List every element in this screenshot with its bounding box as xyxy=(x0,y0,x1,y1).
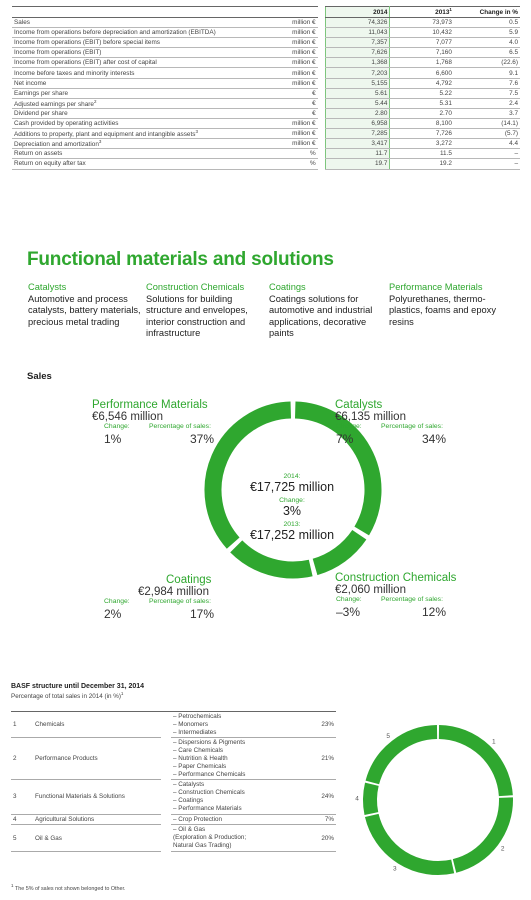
segment-gap xyxy=(161,814,171,825)
division-item: – Dispersions & Pigments xyxy=(173,739,246,747)
structure-ring-label-4: 4 xyxy=(355,795,359,803)
division-item: – Nutrition & Health xyxy=(173,754,228,762)
segment-number: 3 xyxy=(11,780,33,814)
segment-name: Coatings xyxy=(166,574,212,586)
segment-name: Performance Products xyxy=(33,738,161,780)
segment-gap xyxy=(161,738,171,780)
division-item: – Monomers xyxy=(173,720,208,728)
row-unit: € xyxy=(266,98,318,108)
center-2013-value: €17,252 million xyxy=(249,528,335,542)
row-value-2014: 3,417 xyxy=(326,139,390,149)
segment-gap xyxy=(161,712,171,738)
segment-label-performance-materials xyxy=(92,399,232,451)
row-label-text: Dividend per share xyxy=(14,109,68,117)
structure-table-body xyxy=(11,712,336,852)
segment-amount: €6,135 million xyxy=(335,411,406,423)
row-label-text: Income from operations (EBIT) xyxy=(14,49,102,57)
segment-percentage: 7% xyxy=(301,814,336,825)
row-unit: € xyxy=(266,108,318,118)
center-change-value: 3% xyxy=(282,504,302,518)
row-unit: million € xyxy=(266,118,318,128)
row-unit: million € xyxy=(266,28,318,38)
footnote-text: The 5% of sales not shown belonged to Other. xyxy=(14,885,126,892)
division-item: – Performance Materials xyxy=(173,804,242,812)
row-value-2013: 11.5 xyxy=(390,149,454,159)
segment-percentage: 23% xyxy=(301,712,336,738)
share-label: Percentage of sales: xyxy=(381,423,443,430)
division-item: Natural Gas Trading) xyxy=(173,841,232,849)
center-2013-label: 2013: xyxy=(283,521,301,528)
row-label-note: 2 xyxy=(93,98,97,104)
row-change: 2.4 xyxy=(454,98,520,108)
row-value-2013: 7,726 xyxy=(390,129,454,139)
segment-amount: €2,060 million xyxy=(335,584,406,596)
division-description: Automotive and process catalysts, battery materials, precious metal trading xyxy=(28,293,141,327)
share-value: 12% xyxy=(422,605,447,619)
structure-ring-segment-4 xyxy=(370,784,372,813)
segment-divisions xyxy=(171,738,301,780)
row-label-text: Income from operations (EBIT) after cost of capital xyxy=(14,59,157,67)
segment-stats xyxy=(92,423,232,451)
center-2014-label: 2014: xyxy=(283,473,301,480)
segment-percentage: 20% xyxy=(301,825,336,851)
structure-ring-label-2: 2 xyxy=(500,845,505,853)
segment-number: 2 xyxy=(11,738,33,780)
row-value-2013: 1,768 xyxy=(390,58,454,68)
row-value-2013: 5.31 xyxy=(390,98,454,108)
row-label-text: Return on equity after tax xyxy=(14,160,86,168)
structure-subtitle-text: Percentage of total sales in 2014 (in %) xyxy=(11,693,121,701)
segment-stats xyxy=(92,598,232,626)
division-item: – Care Chemicals xyxy=(173,747,224,755)
row-unit: million € xyxy=(266,129,318,139)
row-value-2013: 10,432 xyxy=(390,28,454,38)
row-change: 5.9 xyxy=(454,28,520,38)
row-value-2014: 11,043 xyxy=(326,28,390,38)
change-value: 2% xyxy=(104,607,122,621)
row-change: (5.7) xyxy=(454,129,520,139)
center-2014-value: €17,725 million xyxy=(249,480,335,494)
row-label-text: Depreciation and amortization xyxy=(14,141,99,149)
segment-name: Chemicals xyxy=(33,712,161,738)
row-value-2014: 7,285 xyxy=(326,129,390,139)
row-label-note: 3 xyxy=(98,139,102,145)
segment-label-construction-chemicals xyxy=(335,572,495,624)
row-value-2014: 2.80 xyxy=(326,108,390,118)
row-value-2013: 2.70 xyxy=(390,108,454,118)
segment-name: Functional Materials & Solutions xyxy=(33,780,161,814)
division-name: Performance Materials xyxy=(389,282,483,292)
structure-footnote xyxy=(11,883,126,892)
row-label-text: Income from operations (EBIT) before special items xyxy=(14,39,160,47)
segment-divisions xyxy=(171,780,301,814)
segment-divisions xyxy=(171,814,301,825)
row-unit: million € xyxy=(266,68,318,78)
division-item: – Petrochemicals xyxy=(173,713,222,720)
row-change: 9.1 xyxy=(454,68,520,78)
structure-ring-segment-3 xyxy=(372,815,453,868)
segment-percentage: 24% xyxy=(301,780,336,814)
row-label-text: Adjusted earnings per share xyxy=(14,100,94,108)
structure-row xyxy=(11,712,336,738)
structure-subtitle-note: 1 xyxy=(120,691,124,696)
structure-title: BASF structure until December 31, 2014 xyxy=(11,683,145,690)
row-value-2014: 5.61 xyxy=(326,88,390,98)
segment-divisions xyxy=(171,825,301,851)
row-value-2014: 6,958 xyxy=(326,118,390,128)
structure-ring-segment-1 xyxy=(439,732,506,796)
division-item: – Construction Chemicals xyxy=(173,789,245,797)
segment-name: Agricultural Solutions xyxy=(33,814,161,825)
segment-gap xyxy=(161,780,171,814)
row-unit: million € xyxy=(266,48,318,58)
row-value-2014: 7,626 xyxy=(326,48,390,58)
division-description: Solutions for building structure and envelopes, interior construction and infrastructure xyxy=(146,293,248,338)
structure-row xyxy=(11,738,336,780)
row-unit: million € xyxy=(266,18,318,28)
header-change: Change in % xyxy=(454,7,520,18)
structure-row xyxy=(11,825,336,851)
sales-title: Sales xyxy=(27,371,52,382)
row-label-text: Income before taxes and minority interests xyxy=(14,69,135,77)
segment-number: 4 xyxy=(11,814,33,825)
segment-stats xyxy=(335,423,485,451)
row-value-2014: 74,326 xyxy=(326,18,390,28)
change-value: 7% xyxy=(336,432,354,446)
header-2013-text: 2013 xyxy=(435,9,450,17)
header-2014: 2014 xyxy=(326,7,390,18)
segment-gap xyxy=(161,825,171,851)
division-item: – Paper Chemicals xyxy=(173,762,227,770)
structure-ring-label-5: 5 xyxy=(386,733,391,741)
structure-row xyxy=(11,814,336,825)
row-value-2014: 5.44 xyxy=(326,98,390,108)
row-change: 3.7 xyxy=(454,108,520,118)
share-value: 37% xyxy=(190,432,215,446)
segment-title: Functional materials and solutions xyxy=(27,249,334,270)
row-value-2014: 7,357 xyxy=(326,38,390,48)
row-value-2014: 11.7 xyxy=(326,149,390,159)
division-item: – Performance Chemicals xyxy=(173,770,246,778)
share-label: Percentage of sales: xyxy=(149,598,211,605)
row-value-2014: 19.7 xyxy=(326,159,390,169)
structure-ring-segment-5 xyxy=(372,732,437,782)
change-label: Change: xyxy=(336,423,362,430)
row-change: (14.1) xyxy=(454,118,520,128)
row-label-text: Income from operations before depreciation and amortization (EBITDA) xyxy=(14,29,216,37)
row-change: 7.6 xyxy=(454,78,520,88)
row-change: – xyxy=(454,149,520,159)
footnote-mark: 1 xyxy=(11,883,14,888)
row-change: 7.5 xyxy=(454,88,520,98)
segment-label-coatings xyxy=(92,574,232,626)
row-label-text: Return on assets xyxy=(14,150,63,158)
row-value-2013: 4,792 xyxy=(390,78,454,88)
structure-subtitle xyxy=(11,691,123,700)
segment-amount: €2,984 million xyxy=(138,586,209,598)
row-change: 4.0 xyxy=(454,38,520,48)
row-change: 4.4 xyxy=(454,139,520,149)
row-value-2014: 5,155 xyxy=(326,78,390,88)
row-value-2013: 3,272 xyxy=(390,139,454,149)
row-value-2013: 5.22 xyxy=(390,88,454,98)
division-name: Catalysts xyxy=(28,282,67,292)
row-change: 0.5 xyxy=(454,18,520,28)
row-unit: million € xyxy=(266,78,318,88)
row-change: (22.6) xyxy=(454,58,520,68)
segment-name: Oil & Gas xyxy=(33,825,161,851)
row-label-text: Earnings per share xyxy=(14,89,68,97)
segment-name: Construction Chemicals xyxy=(335,572,457,584)
division-item: – Oil & Gas xyxy=(173,826,206,834)
change-value: –3% xyxy=(336,605,361,619)
row-unit: € xyxy=(266,88,318,98)
segment-percentage: 21% xyxy=(301,738,336,780)
row-value-2013: 8,100 xyxy=(390,118,454,128)
segment-amount: €6,546 million xyxy=(92,411,163,423)
change-label: Change: xyxy=(104,598,130,605)
division-description: Polyurethanes, thermoplastics, foams and epoxy resins xyxy=(389,293,496,327)
division-item: – Intermediates xyxy=(173,728,217,736)
division-item: – Catalysts xyxy=(173,781,205,789)
row-change: 6.5 xyxy=(454,48,520,58)
division-name: Coatings xyxy=(269,282,306,292)
division-item: – Coatings xyxy=(173,796,204,804)
center-change-label: Change: xyxy=(279,497,305,504)
division-description: Coatings solutions for automotive and industrial applications, decorative paints xyxy=(269,293,373,338)
row-label-note: 3 xyxy=(195,129,198,135)
row-unit: % xyxy=(266,149,318,159)
header-2013-note: 1 xyxy=(449,7,452,13)
segment-name: Catalysts xyxy=(335,399,383,411)
division-item: (Exploration & Production; xyxy=(173,834,247,842)
structure-row xyxy=(11,780,336,814)
row-value-2013: 7,160 xyxy=(390,48,454,58)
structure-ring-segment-2 xyxy=(455,798,506,866)
row-value-2013: 73,973 xyxy=(390,18,454,28)
row-value-2014: 7,203 xyxy=(326,68,390,78)
structure-ring-label-3: 3 xyxy=(393,865,397,873)
share-value: 17% xyxy=(190,607,215,621)
change-value: 1% xyxy=(104,432,122,446)
share-label: Percentage of sales: xyxy=(381,596,443,603)
segment-label-catalysts xyxy=(335,399,485,451)
segment-divisions xyxy=(171,712,301,738)
segment-name: Performance Materials xyxy=(92,399,208,411)
row-unit: million € xyxy=(266,38,318,48)
row-value-2013: 19.2 xyxy=(390,159,454,169)
structure-ring-label-1: 1 xyxy=(492,738,496,746)
structure-table xyxy=(11,711,336,852)
row-label-text: Net income xyxy=(14,79,47,87)
change-label: Change: xyxy=(104,423,130,430)
share-label: Percentage of sales: xyxy=(149,423,211,430)
row-label-text: Sales xyxy=(14,19,30,27)
change-label: Change: xyxy=(336,596,362,603)
segment-stats xyxy=(335,596,495,624)
row-unit: million € xyxy=(266,58,318,68)
share-value: 34% xyxy=(422,432,447,446)
division-item: – Crop Protection xyxy=(173,815,223,823)
row-unit: million € xyxy=(266,139,318,149)
segment-number: 5 xyxy=(11,825,33,851)
row-value-2013: 6,600 xyxy=(390,68,454,78)
row-value-2014: 1,368 xyxy=(326,58,390,68)
row-label-text: Cash provided by operating activities xyxy=(14,120,119,128)
sales-ring-segment-3 xyxy=(236,546,310,570)
row-change: – xyxy=(454,159,520,169)
division-name: Construction Chemicals xyxy=(146,282,245,292)
donut-center xyxy=(227,473,357,542)
segment-number: 1 xyxy=(11,712,33,738)
row-label-text: Additions to property, plant and equipment and intangible assets xyxy=(14,131,196,139)
row-unit: % xyxy=(266,159,318,169)
row-value-2013: 7,077 xyxy=(390,38,454,48)
